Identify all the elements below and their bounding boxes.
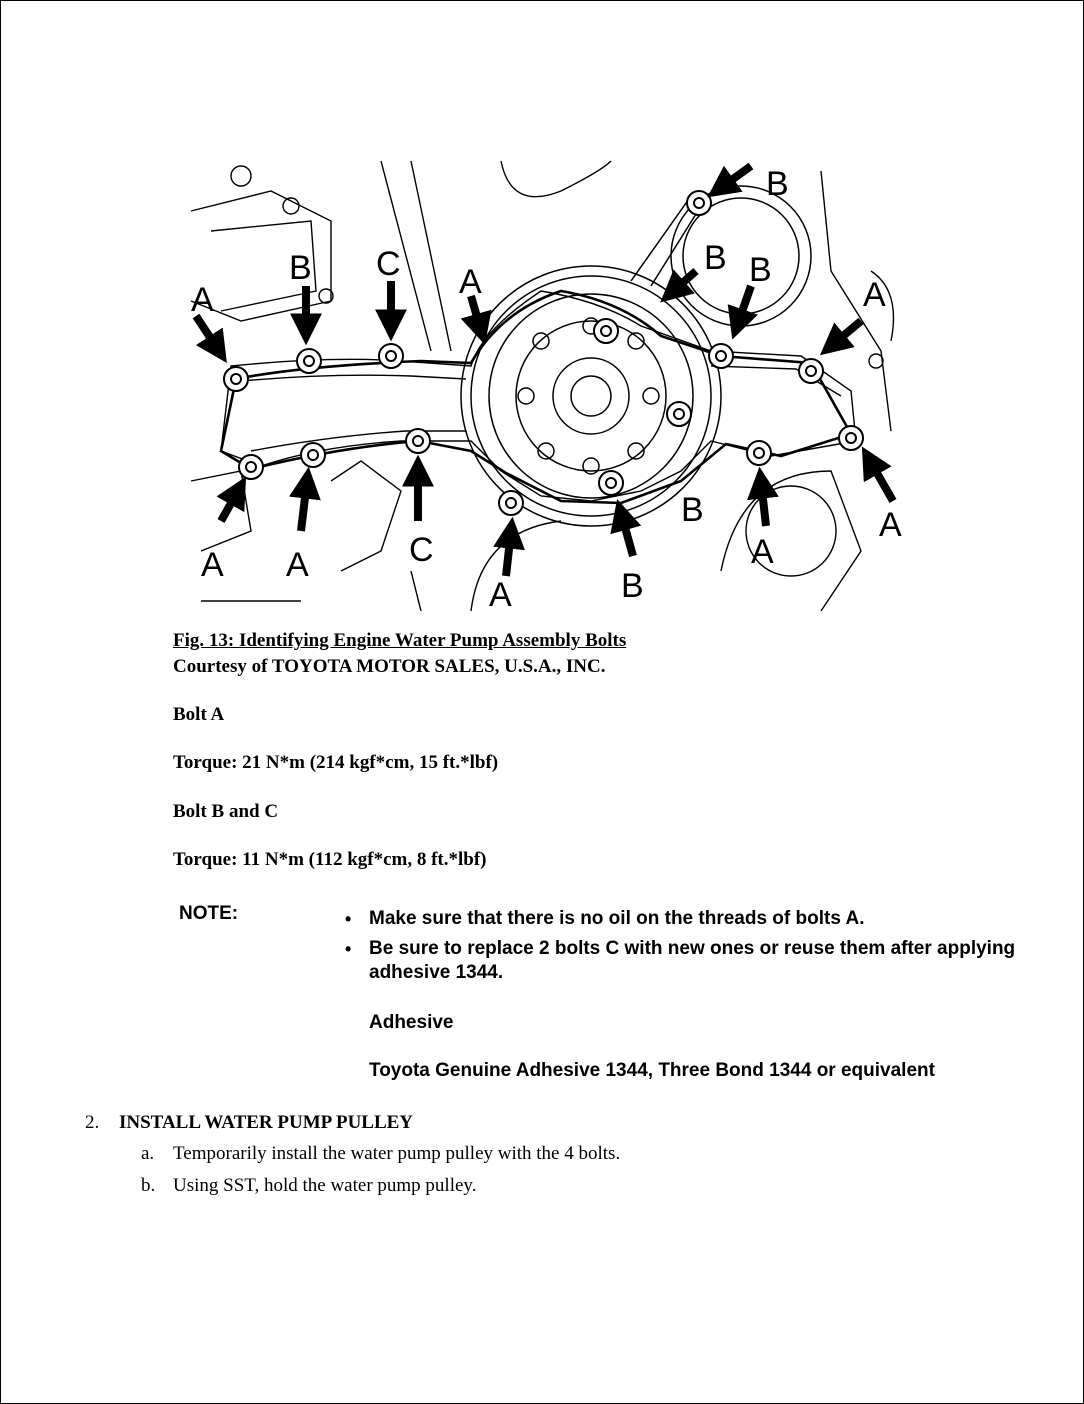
bolt-a-label: Bolt A xyxy=(173,704,225,725)
water-pump-drawing xyxy=(181,151,911,611)
note-label: NOTE: xyxy=(179,903,239,924)
label-a: A xyxy=(489,576,512,611)
bolt-bc-label: Bolt B and C xyxy=(173,801,279,822)
bolt-a-torque: Torque: 21 N*m (214 kgf*cm, 15 ft.*lbf) xyxy=(173,752,499,773)
label-b: B xyxy=(749,251,772,289)
label-a: A xyxy=(879,506,902,544)
label-b: B xyxy=(621,567,644,605)
label-a: A xyxy=(286,546,309,584)
bullet-icon: • xyxy=(345,939,352,959)
bolt-heads xyxy=(224,191,863,515)
label-a: A xyxy=(201,546,224,584)
label-a: A xyxy=(191,281,214,319)
note-item-text: Make sure that there is no oil on the threads of bolts A. xyxy=(369,908,865,929)
step-number: 2. xyxy=(85,1112,100,1133)
engine-background-linework xyxy=(191,161,894,611)
water-pump-pulley xyxy=(461,266,721,526)
gasket-outline xyxy=(221,291,851,503)
substep-letter: a. xyxy=(141,1143,155,1164)
label-a: A xyxy=(459,263,482,301)
label-c: C xyxy=(409,531,434,569)
label-b: B xyxy=(681,491,704,529)
label-b: B xyxy=(704,239,727,277)
note-item xyxy=(341,937,1031,985)
substep-text: Temporarily install the water pump pulley with the 4 bolts. xyxy=(173,1143,621,1164)
substep-letter: b. xyxy=(141,1175,156,1196)
callout-arrows xyxy=(196,166,893,576)
label-b: B xyxy=(766,165,789,203)
label-a: A xyxy=(751,533,774,571)
substep-text: Using SST, hold the water pump pulley. xyxy=(173,1175,477,1196)
water-pump-diagram xyxy=(181,151,911,611)
adhesive-label: Adhesive xyxy=(369,1012,454,1033)
note-list xyxy=(341,907,1031,991)
note-item-text: Be sure to replace 2 bolts C with new ones or reuse them after applying adhesive 1344. xyxy=(369,938,1016,983)
figure-courtesy: Courtesy of TOYOTA MOTOR SALES, U.S.A., INC. xyxy=(173,656,606,677)
label-c: C xyxy=(376,245,401,283)
note-item xyxy=(341,907,1031,931)
bullet-icon: • xyxy=(345,909,352,929)
figure-caption: Fig. 13: Identifying Engine Water Pump Assembly Bolts xyxy=(173,630,627,651)
bolt-bc-torque: Torque: 11 N*m (112 kgf*cm, 8 ft.*lbf) xyxy=(173,849,487,870)
callout-labels xyxy=(191,165,902,611)
label-b: B xyxy=(289,249,312,287)
step-title: INSTALL WATER PUMP PULLEY xyxy=(119,1112,414,1133)
adhesive-value: Toyota Genuine Adhesive 1344, Three Bond 1344 or equivalent xyxy=(369,1060,935,1081)
label-a: A xyxy=(863,276,886,314)
